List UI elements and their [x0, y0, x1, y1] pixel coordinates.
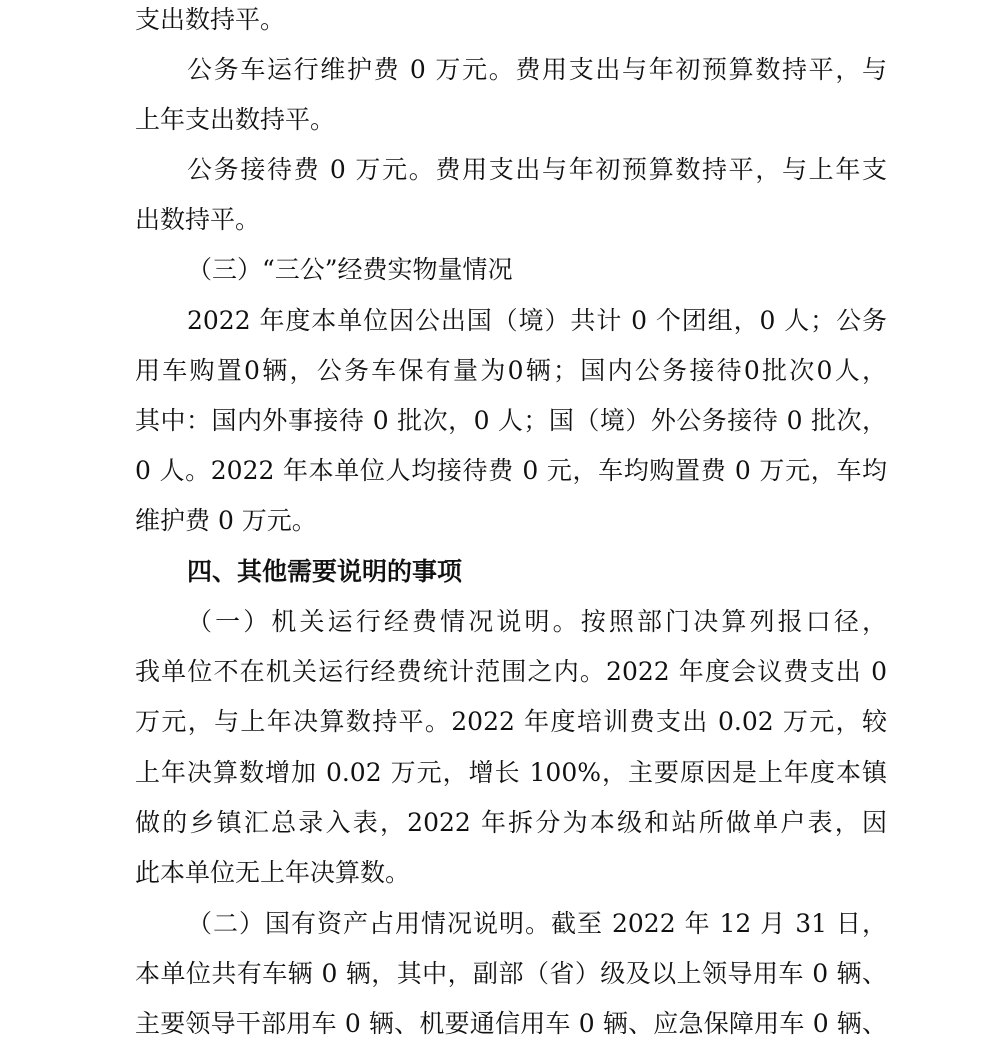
- text-line-10: 0 人。2022 年本单位人均接待费 0 元，车均购置费 0 万元，车均: [135, 456, 887, 485]
- text-line-18: 此本单位无上年决算数。: [135, 858, 411, 887]
- text-line-21: 主要领导干部用车 0 辆、机要通信用车 0 辆、应急保障用车 0 辆、: [135, 1009, 887, 1038]
- text-line-2: 公务车运行维护费 0 万元。费用支出与年初预算数持平，与: [187, 55, 887, 84]
- text-line-14: 我单位不在机关运行经费统计范围之内。2022 年度会议费支出 0: [135, 657, 887, 686]
- text-line-11: 维护费 0 万元。: [135, 506, 317, 535]
- text-line-15: 万元，与上年决算数持平。2022 年度培训费支出 0.02 万元，较: [135, 707, 887, 736]
- subheading-three-public: （三）“三公”经费实物量情况: [187, 255, 513, 284]
- text-line-7: 2022 年度本单位因公出国（境）共计 0 个团组，0 人；公务: [187, 306, 887, 335]
- text-line-16: 上年决算数增加 0.02 万元，增长 100%，主要原因是上年度本镇: [135, 758, 887, 787]
- text-line-9: 其中：国内外事接待 0 批次，0 人；国（境）外公务接待 0 批次，: [135, 406, 887, 435]
- text-line-20: 本单位共有车辆 0 辆，其中，副部（省）级及以上领导用车 0 辆、: [135, 959, 887, 988]
- text-line-1: 支出数持平。: [135, 5, 286, 34]
- text-line-4: 公务接待费 0 万元。费用支出与年初预算数持平，与上年支: [187, 155, 887, 184]
- section-heading-four: 四、其他需要说明的事项: [187, 557, 463, 586]
- text-line-17: 做的乡镇汇总录入表，2022 年拆分为本级和站所做单户表，因: [135, 808, 887, 837]
- text-line-19: （二）国有资产占用情况说明。截至 2022 年 12 月 31 日，: [187, 909, 887, 938]
- text-line-5: 出数持平。: [135, 205, 261, 234]
- text-line-13: （一）机关运行经费情况说明。按照部门决算列报口径，: [187, 607, 887, 636]
- text-line-8: 用车购置0辆，公务车保有量为0辆；国内公务接待0批次0人，: [135, 356, 887, 385]
- text-line-3: 上年支出数持平。: [135, 105, 336, 134]
